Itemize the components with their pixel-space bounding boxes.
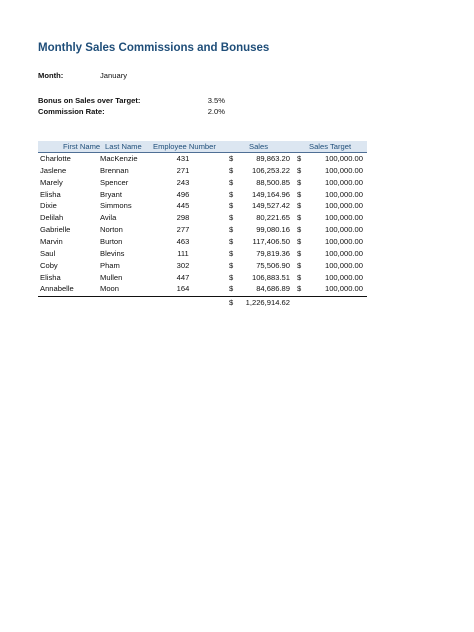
cell-sales-target: 100,000.00	[324, 165, 363, 175]
cell-sales: 149,164.96	[251, 189, 290, 199]
cell-last-name: Spencer	[100, 177, 129, 187]
cell-sales-currency: $	[229, 225, 234, 235]
table-header	[38, 141, 367, 153]
header-employee-number: Employee Number	[153, 142, 216, 151]
cell-sales: 106,253.22	[251, 165, 290, 175]
cell-target-currency: $	[297, 165, 302, 175]
table-row	[38, 248, 367, 260]
bonus-value: 3.5%	[207, 96, 225, 105]
cell-sales-currency: $	[229, 165, 234, 175]
cell-target-currency: $	[297, 272, 302, 282]
cell-employee-number: 447	[176, 272, 190, 282]
cell-last-name: Pham	[100, 260, 120, 270]
cell-sales-target: 100,000.00	[324, 177, 363, 187]
month-label: Month:	[38, 71, 64, 80]
cell-sales-target: 100,000.00	[324, 260, 363, 270]
cell-sales: 88,500.85	[256, 177, 290, 187]
cell-employee-number: 243	[176, 177, 190, 187]
cell-sales-target: 100,000.00	[324, 189, 363, 199]
cell-sales-currency: $	[229, 260, 234, 270]
cell-sales-currency: $	[229, 177, 234, 187]
cell-last-name: Mullen	[100, 272, 123, 282]
cell-target-currency: $	[297, 154, 302, 163]
cell-target-currency: $	[297, 177, 302, 187]
month-value: January	[100, 71, 128, 80]
commission-value: 2.0%	[207, 107, 225, 116]
cell-first-name: Marvin	[40, 236, 63, 246]
header-sales-target: Sales Target	[309, 142, 352, 151]
cell-first-name: Dixie	[40, 201, 57, 211]
cell-sales-target: 100,000.00	[324, 272, 363, 282]
cell-sales-currency: $	[229, 154, 234, 163]
cell-target-currency: $	[297, 236, 302, 246]
cell-sales-target: 100,000.00	[324, 154, 363, 163]
cell-sales: 79,819.36	[256, 248, 290, 258]
cell-first-name: Coby	[40, 260, 58, 270]
cell-employee-number: 164	[176, 284, 190, 294]
cell-target-currency: $	[297, 260, 302, 270]
cell-sales-target: 100,000.00	[324, 248, 363, 258]
cell-sales-currency: $	[229, 284, 234, 294]
cell-sales-currency: $	[229, 189, 234, 199]
cell-first-name: Delilah	[40, 213, 64, 223]
cell-employee-number: 298	[176, 213, 190, 223]
cell-sales-target: 100,000.00	[324, 225, 363, 235]
cell-employee-number: 431	[176, 154, 190, 163]
cell-sales: 149,527.42	[251, 201, 290, 211]
total-row	[38, 297, 367, 309]
cell-employee-number: 277	[176, 225, 190, 235]
cell-employee-number: 445	[176, 201, 190, 211]
commission-label: Commission Rate:	[38, 107, 105, 116]
cell-sales: 75,506.90	[256, 260, 290, 270]
cell-sales-currency: $	[229, 272, 234, 282]
cell-last-name: Simmons	[100, 201, 132, 211]
cell-first-name: Gabrielle	[40, 225, 71, 235]
cell-target-currency: $	[297, 225, 302, 235]
table-row	[38, 189, 367, 201]
cell-sales-currency: $	[229, 201, 234, 211]
table-row	[38, 224, 367, 236]
cell-sales-currency: $	[229, 213, 234, 223]
table-row	[38, 200, 367, 212]
table-row	[38, 165, 367, 177]
total-sales: 1,226,914.62	[245, 298, 290, 307]
cell-sales: 99,080.16	[256, 225, 290, 235]
cell-sales-currency: $	[229, 248, 234, 258]
cell-employee-number: 111	[177, 248, 189, 258]
table-row	[38, 283, 367, 295]
cell-first-name: Annabelle	[40, 284, 74, 294]
cell-last-name: Brennan	[100, 165, 129, 175]
cell-first-name: Jaslene	[40, 165, 67, 175]
table-row	[38, 153, 367, 165]
cell-last-name: Avila	[100, 213, 117, 223]
cell-target-currency: $	[297, 201, 302, 211]
cell-employee-number: 496	[176, 189, 190, 199]
cell-target-currency: $	[297, 284, 302, 294]
cell-employee-number: 463	[176, 236, 190, 246]
table-row	[38, 272, 367, 284]
cell-sales: 89,863.20	[256, 154, 290, 163]
cell-last-name: Norton	[100, 225, 123, 235]
cell-last-name: Bryant	[100, 189, 122, 199]
cell-last-name: Burton	[100, 236, 123, 246]
header-last-name: Last Name	[105, 142, 142, 151]
cell-last-name: Blevins	[100, 248, 125, 258]
cell-sales: 117,406.50	[252, 236, 290, 246]
cell-first-name: Marely	[40, 177, 63, 187]
header-sales: Sales	[249, 142, 268, 151]
cell-sales: 84,686.89	[256, 284, 290, 294]
cell-first-name: Elisha	[40, 272, 61, 282]
total-currency-symbol: $	[229, 298, 234, 307]
cell-first-name: Elisha	[40, 189, 61, 199]
bonus-label: Bonus on Sales over Target:	[38, 96, 141, 105]
cell-sales-target: 100,000.00	[324, 284, 363, 294]
cell-employee-number: 271	[176, 165, 190, 175]
cell-target-currency: $	[297, 248, 302, 258]
header-first-name: First Name	[63, 142, 101, 151]
cell-sales-target: 100,000.00	[324, 236, 363, 246]
page-title: Monthly Sales Commissions and Bonuses	[38, 42, 270, 54]
cell-employee-number: 302	[176, 260, 190, 270]
cell-first-name: Saul	[40, 248, 56, 258]
cell-sales: 106,883.51	[251, 272, 290, 282]
cell-first-name: Charlotte	[40, 154, 71, 163]
cell-sales-currency: $	[229, 236, 234, 246]
cell-target-currency: $	[297, 213, 302, 223]
table-row	[38, 260, 367, 272]
table-row	[38, 177, 367, 189]
cell-target-currency: $	[297, 189, 302, 199]
table-row	[38, 236, 367, 248]
cell-last-name: Moon	[100, 284, 119, 294]
cell-sales: 80,221.65	[256, 213, 290, 223]
cell-last-name: MacKenzie	[100, 154, 138, 163]
table-row	[38, 212, 367, 224]
cell-sales-target: 100,000.00	[324, 201, 363, 211]
cell-sales-target: 100,000.00	[324, 213, 363, 223]
